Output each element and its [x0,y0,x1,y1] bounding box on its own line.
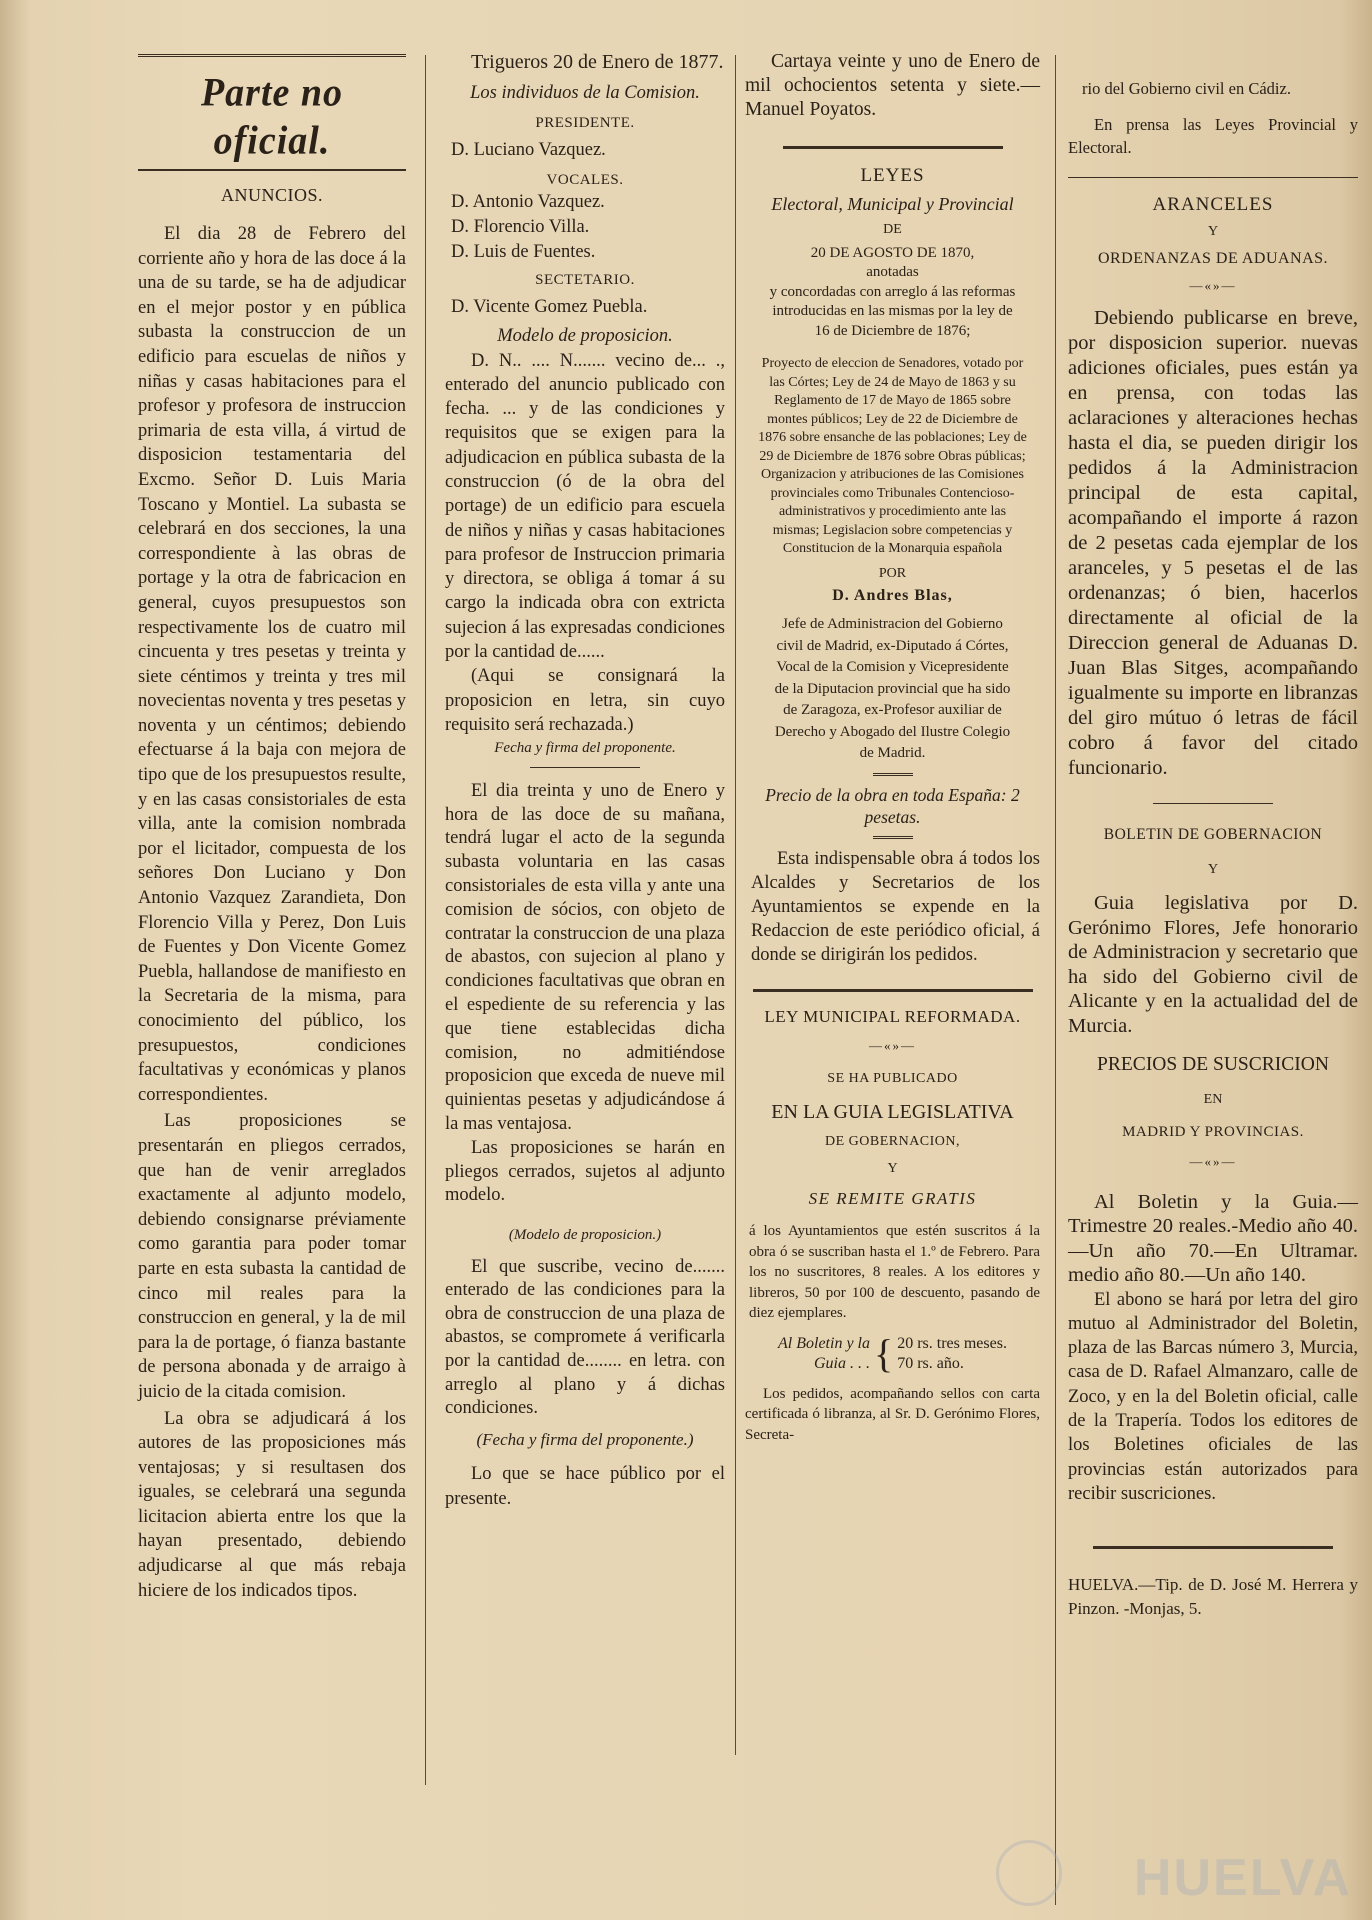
column-4 [1068,50,1358,1621]
member: D. Vicente Gomez Puebla. [451,296,648,317]
ad-text: Y [887,1160,898,1176]
ornament: —«»— [869,1037,916,1053]
divider [1068,177,1358,178]
divider [138,169,406,171]
section-header: Parte no oficial. [200,70,344,164]
ad-text: Debiendo publicarse en breve, por disposicion superior. nuevas adiciones oficiales, pues están ya en prensa, con todas las aclaraciones y alteraciones hechas hasta el dia, se pueden dirigir los pedidos á la Administracion principal de esta capital, acompañando el importe á razon de 2 pesetas cada ejemplar de los aranceles, y 5 pesetas el de las ordenanzas; ó bien, hacerlos directamente al oficial de la Direccion general de Aduanas D. Juan Blas Sitges, acompañando igualmente su importe en libranzas del giro mútuo ó letras de fácil cobro á favor del citado funcionario. [1068,306,1358,779]
announcement-text: Cartaya veinte y uno de Enero de mil ochocientos setenta y siete.—Manuel Poyatos. [745,51,1040,120]
announcement-text: La obra se adjudicará á los autores de las proposiciones más ventajosas; y si resultasen dos iguales, se celebrará una segunda licitacion abierta entre los que la hayan presentado, debiendo adjudicarse al que más rebaja hiciere de los indicados tipos. [138,1408,406,1601]
closing-text: Lo que se hace público por el presente. [445,1463,725,1509]
announcement-text: rio del Gobierno civil en Cádiz. [1082,79,1291,98]
ad-text: Y [1207,861,1219,877]
column-rule [1055,55,1056,1905]
column-rule [425,55,426,1785]
ornament: —«»— [1189,277,1237,293]
model-text: El que suscribe, vecino de....... enterado de las condiciones para la obra de construccion de una plaza de abastos, se compromete á verificarla por la cantidad de........ en letra. con arreglo al plano y á dichas condiciones. [445,1256,725,1419]
ad-text: anotadas [866,264,919,280]
label: SECTETARIO. [535,272,635,288]
imprint: HUELVA.—Tip. de D. José M. Herrera y Pinzon. -Monjas, 5. [1068,1575,1358,1619]
divider [873,836,913,839]
model-note: (Aqui se consignará la proposicion en letra, sin cuyo requisito será rechazada.) [445,666,725,735]
ad-text: Proyecto de eleccion de Senadores, votado por las Córtes; Ley de 24 de Mayo de 1863 y su Reglamento de 17 de Mayo de 1865 sobre montes públicos; Ley de 22 de Diciembre de 1876 sobre ensanche de las poblaciones; Ley de 29 de Diciembre de 1876 sobre Obras públicas; Organizacion y atribuciones de las Comisiones provinciales como Tribunales Contencioso-administrativos y procedimiento ante las mismas; Legislacion sobre competencias y Constitucion de la Monarquia española [758,356,1027,556]
price-table [745,1330,1040,1376]
divider [783,146,1003,149]
ad-title: MADRID Y PROVINCIAS. [1122,1123,1304,1140]
ad-title: PRECIOS DE SUSCRICION [1097,1054,1329,1075]
model-text: D. N.. .... N....... vecino de... ., enterado del anuncio publicado con fecha. ... y de las condiciones y requisitos que se exigen para la adjudicacion en pública subasta de la construccion (ó de la obra del portage) de un edificio para escuela de niños y niñas y casas habitaciones para profesor de Instruccion primaria y directora, se obliga á tomar á su cargo la indicada obra con extricta sujecion á las expresadas condiciones por la cantidad de...... [445,350,725,663]
ad-text: Al Boletin y la Guia.—Trimestre 20 reales.-Medio año 40.—Un año 70.—En Ultramar. medio año 80.—Un año 140. [1068,1190,1358,1286]
ornament: —«»— [1189,1153,1237,1169]
ad-title: BOLETIN DE GOBERNACION [1103,825,1323,843]
ad-author: D. Andres Blas, [832,587,953,604]
model-sign: Fecha y firma del proponente. [494,740,676,757]
member: D. Luis de Fuentes. [451,242,596,262]
price-value: 20 rs. tres meses. [897,1334,1007,1352]
ad-price: Precio de la obra en toda España: 2 pesetas. [765,784,1020,827]
model-title: (Modelo de proposicion.) [508,1227,662,1244]
model-sign: (Fecha y firma del proponente.) [476,1429,694,1449]
divider [753,989,1033,992]
member: D. Antonio Vazquez. [451,192,605,212]
price-table-left [778,1334,870,1374]
divider [1153,803,1273,804]
ad-text: El abono se hará por letra del giro mutuo al Administrador del Boletin, plaza de las Barcas número 3, Murcia, casa de D. Rafael Almanzaro, calle de Zoco, y en la del Boletin oficial, calle de la Trapería. Todos los editores de los Boletines oficiales de las provincias están autorizados para recibir suscriciones. [1068,1289,1358,1504]
ad-title: SE REMITE GRATIS [808,1189,977,1208]
dateline: Trigueros 20 de Enero de 1877. [471,51,724,73]
divider [530,767,640,768]
ad-text: y concordadas con arreglo á las reformas introducidas en las mismas por la ley de 16 de Diciembre de 1876; [769,283,1016,339]
ad-text: Y [1207,224,1219,239]
ad-text: DE GOBERNACION, [824,1134,961,1149]
ad-text: POR [878,565,907,581]
ad-title: EN LA GUIA LEGISLATIVA [771,1101,1014,1123]
label: PRESIDENTE. [535,115,635,131]
member: D. Florencio Villa. [451,217,590,237]
divider [1093,1546,1333,1549]
announcement-text: Las proposiciones se harán en pliegos cerrados, sujetos al adjunto modelo. [445,1137,725,1206]
announcement-text: En prensa las Leyes Provincial y Electoral. [1068,115,1358,157]
member: D. Luciano Vazquez. [451,139,606,160]
model-title: Modelo de proposicion. [497,325,673,346]
ad-title: ORDENANZAS DE ADUANAS. [1097,249,1329,267]
divider [873,773,913,776]
ad-title: LEYES [860,165,925,186]
watermark: HUELVA [1133,1849,1352,1907]
watermark-seal [996,1840,1062,1906]
column-rule [735,55,736,1755]
price-table-right [897,1334,1007,1374]
brace: { [874,1330,894,1376]
ad-text: DE [883,222,902,237]
ad-text: á los Ayuntamientos que estén suscritos á la obra ó se suscriban hasta el 1.º de Febrero. Para los no suscritores, 8 reales. A los editores y libreros, 50 por 100 de descuento, pasando de diez ejemplares. [749,1223,1040,1321]
ad-title: LEY MUNICIPAL REFORMADA. [764,1006,1021,1026]
announcement-text: Las proposiciones se presentarán en pliegos cerrados, que han de venir arreglados exactamente al adjunto modelo, debiendo consignarse préviamente como garantia para poder tomar parte en esta subasta la cantidad de cinco mil reales para la construccion en general, y la de mil para la de portage, ó fianza bastante de persona abonada y de arraigo à juicio de la citada comision. [138,1111,406,1402]
column-2 [445,50,725,1512]
commission-title: Los individuos de la Comision. [470,83,700,103]
ad-author-desc: Jefe de Administracion del Gobierno civil de Madrid, ex-Diputado á Córtes, Vocal de la Comision y Vicepresidente de la Diputacion provincial que ha sido de Zaragoza, ex-Profesor auxiliar de Derecho y Abogado del Ilustre Colegio de Madrid. [774,616,1011,761]
ad-date: 20 DE AGOSTO DE 1870, [810,244,975,261]
ad-title: ARANCELES [1152,194,1274,215]
ad-subtitle: Electoral, Municipal y Provincial [771,194,1014,214]
column-3 [745,50,1040,1445]
ad-text: Guia legislativa por D. Gerónimo Flores, Jefe honorario de Administracion y secretario que ha sido del Gobierno civil de Alicante y en la actualidad del de Murcia. [1068,892,1358,1037]
price-label: Al Boletin y la [778,1334,870,1352]
announcement-text: El dia 28 de Febrero del corriente año y hora de las doce á la una de su tarde, se ha de adjudicar en el mejor postor y en pública subasta la construccion de un edificio para escuelas de niños y niñas y casas habitaciones para el profesor y profesora de instruccion primaria de esta villa, á virtud de disposicion testamentaria del Excmo. Señor D. Luis Maria Toscano y Montiel. La subasta se celebrará en dos secciones, la una correspondiente à las obras de portage y la otra de fabricacion en general, cuyos presupuestos son respectivamente los de cuatro mil cincuenta y tres pesetas y treinta y siete céntimos y treinta y tres mil novecientas noventa y tres pesetas y noventa y un céntimos; debiendo efectuarse á la baja con mejora de tipo que de los presupuestos resulte, y en las casas consistoriales de esta villa, ante la comision nombrada por el licitador, compuesta de los señores Don Luciano y Don Antonio Vazquez Zarandieta, Don Florencio Villa y Perez, Don Luis de Fuentes y Don Vicente Gomez Puebla, hallandose de manifiesto en la Secretaria de la misma, para conocimiento del público, los presupuestos, condiciones facultativas y económicas y planos correspondientes. [138,224,406,1105]
ad-text: SE HA PUBLICADO [827,1070,958,1086]
ad-text: Esta indispensable obra á todos los Alcaldes y Secretarios de los Ayuntamientos se expende en la Redaccion de este periódico oficial, á donde se dirigirán los pedidos. [751,848,1040,965]
section-subheader: ANUNCIOS. [220,185,323,205]
label: VOCALES. [546,171,624,188]
announcement-text: El dia treinta y uno de Enero y hora de las doce de su mañana, tendrá lugar el acto de la segunda subasta voluntaria en las casas consistoriales de esta villa y ante una comision de sócios, con objeto de contratar la construccion de una plaza de abastos, con sujecion al plano y condiciones facultativas que obran en el espediente de su referencia y las que tiene establecidas dicha comision, no admitiéndose proposicion que exceda de nueve mil quinientas pesetas y adjudicándose á la mas ventajosa. [445,780,725,1134]
ad-text: Los pedidos, acompañando sellos con carta certificada ó libranza, al Sr. D. Gerónimo Flores, Secreta- [745,1385,1040,1443]
column-1 [138,50,406,1603]
ad-text: EN [1203,1092,1223,1107]
price-value: 70 rs. año. [897,1354,964,1372]
price-label: Guia . . . [814,1354,870,1372]
divider [138,54,406,57]
